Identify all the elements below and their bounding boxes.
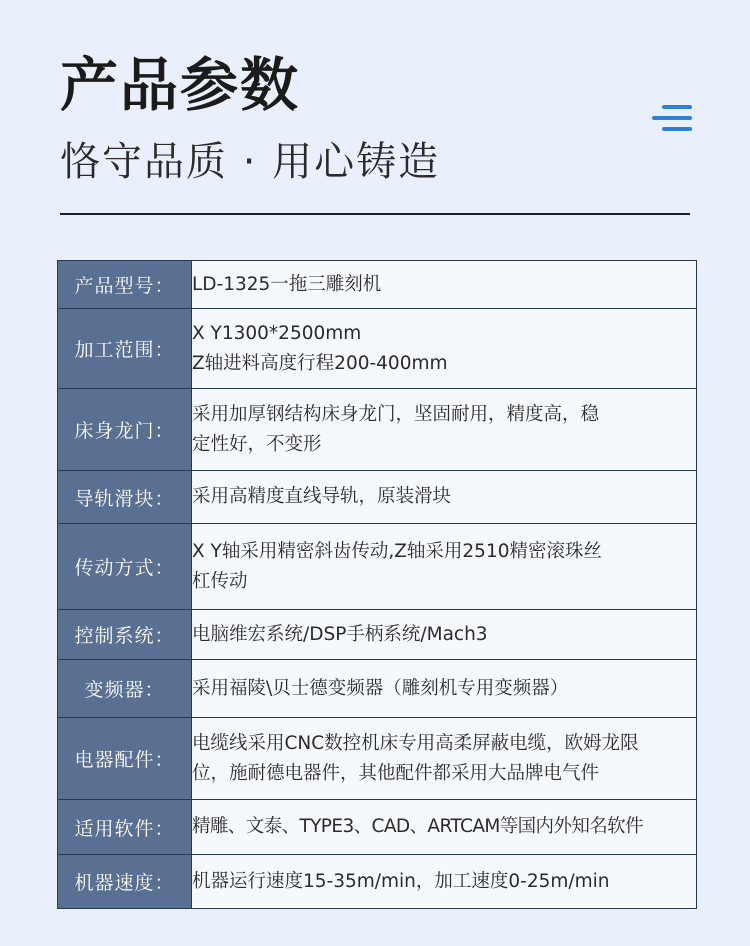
spec-row-range — [58, 309, 697, 389]
spec-value: LD-1325一拖三雕刻机 — [192, 261, 697, 309]
spec-row-software — [58, 800, 697, 855]
spec-value: 精雕、文泰、TYPE3、CAD、ARTCAM等国内外知名软件 — [192, 800, 697, 855]
spec-value-line: 电缆线采用CNC数控机床专用高柔屏蔽电缆，欧姆龙限 — [192, 732, 639, 754]
menu-lines-icon — [652, 105, 692, 133]
spec-label: 控制系统： — [58, 610, 192, 660]
spec-value-line: 位，施耐德电器件，其他配件都采用大品牌电气件 — [192, 762, 600, 784]
spec-row-speed — [58, 855, 697, 909]
spec-label: 加工范围： — [58, 309, 192, 389]
spec-label: 机器速度： — [58, 855, 192, 909]
spec-row-inverter — [58, 660, 697, 718]
page-title: 产品参数 — [60, 51, 301, 119]
header-divider — [60, 213, 690, 215]
spec-label: 床身龙门： — [58, 389, 192, 471]
spec-table — [57, 260, 697, 909]
spec-value — [192, 718, 697, 800]
page-subtitle: 恪守品质 · 用心铸造 — [60, 139, 441, 185]
spec-row-model — [58, 261, 697, 309]
spec-value — [192, 309, 697, 389]
spec-row-electrical — [58, 718, 697, 800]
spec-value-line: X Y轴采用精密斜齿传动,Z轴采用2510精密滚珠丝 — [192, 540, 602, 562]
spec-row-transmission — [58, 524, 697, 610]
spec-value — [192, 389, 697, 471]
spec-value-line: 杠传动 — [192, 570, 248, 592]
spec-value-line: X Y1300*2500mm — [192, 322, 362, 344]
spec-label: 适用软件： — [58, 800, 192, 855]
spec-label: 电器配件： — [58, 718, 192, 800]
spec-label: 导轨滑块： — [58, 471, 192, 524]
spec-label: 变频器： — [58, 660, 192, 718]
spec-value: 电脑维宏系统/DSP手柄系统/Mach3 — [192, 610, 697, 660]
spec-row-rail — [58, 471, 697, 524]
spec-value-line: Z轴进料高度行程200-400mm — [192, 352, 448, 374]
spec-value: 采用高精度直线导轨，原装滑块 — [192, 471, 697, 524]
spec-label: 产品型号： — [58, 261, 192, 309]
spec-value-line: 定性好，不变形 — [192, 433, 322, 455]
spec-label: 传动方式： — [58, 524, 192, 610]
spec-value-line: 采用加厚钢结构床身龙门，坚固耐用，精度高，稳 — [192, 403, 600, 425]
spec-value: 机器运行速度15-35m/min，加工速度0-25m/min — [192, 855, 697, 909]
spec-value — [192, 524, 697, 610]
spec-row-gantry — [58, 389, 697, 471]
spec-value: 采用福陵\贝士德变频器（雕刻机专用变频器） — [192, 660, 697, 718]
spec-row-control — [58, 610, 697, 660]
